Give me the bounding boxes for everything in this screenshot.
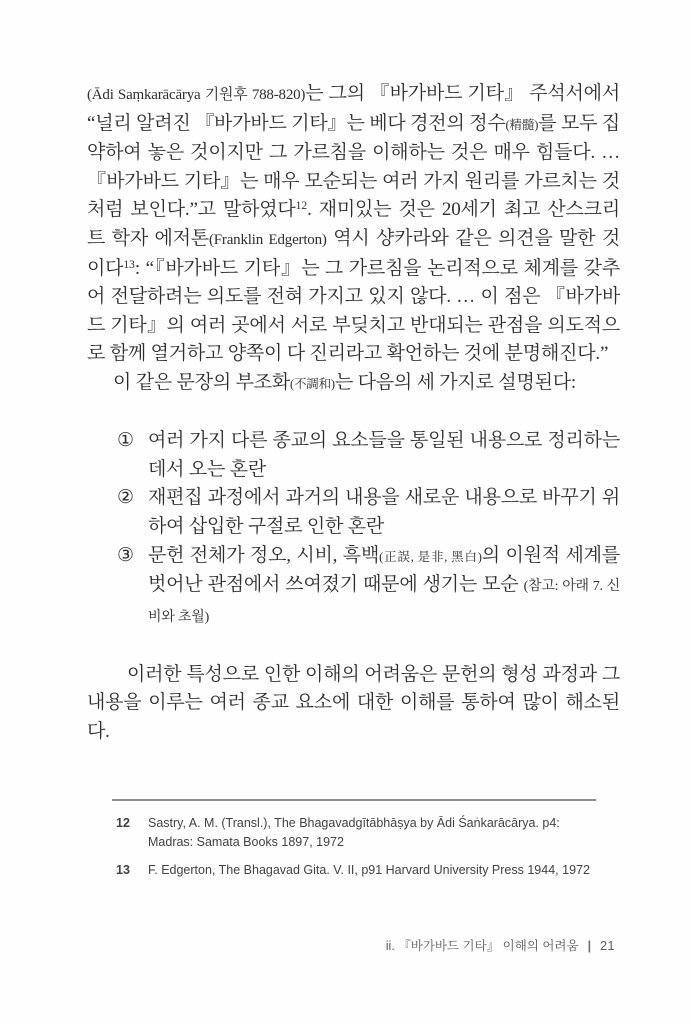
footnote-ref-13: 13 [123, 258, 135, 271]
footnote-divider [112, 799, 596, 801]
text-run: 이 같은 문장의 부조화 [113, 371, 291, 393]
footnote-number: 13 [116, 863, 130, 877]
footnote-text: Sastry, A. M. (Transl.), The Bhagavadgītābhāṣya by Ādi Śaṅkarācārya. p4: Madras: Samata Books 1897, 1972 [148, 816, 560, 849]
paragraph-3: 이러한 특성으로 인한 이해의 어려움은 문헌의 형성 과정과 그 내용을 이루는 여러 종교 요소에 대한 이해를 통하여 많이 해소된다. [87, 663, 620, 743]
text-run: : “『바가바드 기타』는 그 가르침을 논리적으로 체계를 갖추어 전달하려는 의도를 전혀 가지고 있지 않다. … 이 점은 『바가바드 기타』의 여러 곳에서 서로 부딪치고 반대되는 관점을 의도적으로 함께 열거하고 양쪽이 다 진리라고 확언하는 것에 분명해진다.” [87, 257, 620, 365]
hanja-gloss: (不調和) [290, 376, 335, 391]
footer-separator: | [587, 939, 592, 953]
cross-reference-note: (참고: 아래 7. 신비와 초월) [148, 579, 620, 625]
list-item-text: 재편집 과정에서 과거의 내용을 새로운 내용으로 바꾸기 위하여 삽입한 구절로 인한 혼란 [148, 487, 620, 537]
list-item-3 [87, 542, 620, 633]
paragraph-2 [87, 369, 620, 399]
page-body [87, 80, 620, 747]
text-run: 역시 샹카라와 같은 의견을 말한 것이다 [87, 227, 620, 279]
footnote-13 [112, 861, 596, 880]
hanja-gloss: (正誤, 是非, 黑白) [379, 549, 482, 564]
sanskrit-author-note: (Ādi Saṃkarācārya 기원후 788-820) [87, 87, 306, 103]
circled-number-3: ③ [117, 544, 134, 566]
list-item-1 [87, 427, 620, 484]
text-run: 는 다음의 세 가지로 설명된다: [334, 371, 577, 393]
text-run: 를 모두 집약하여 놓은 것이지만 그 가르침을 이해하는 것은 매우 힘들다. … 『바가바드 기타』는 매우 모순되는 여러 가지 원리를 가르치는 것처럼 보인다.”고 말하였다 [87, 112, 621, 221]
footnote-ref-12: 12 [295, 200, 308, 213]
text-run: 는 그의 『바가바드 기타』 주석서에서 “널리 알려진 『바가바드 기타』는 베다 경전의 정수 [87, 83, 620, 134]
hanja-gloss: (精髓) [505, 117, 539, 132]
list-item-text: 여러 가지 다른 종교의 요소들을 통일된 내용으로 정리하는 데서 오는 혼란 [148, 430, 620, 480]
page-number: 21 [600, 939, 615, 953]
list-item-text: 문헌 전체가 정오, 시비, 흑백 [148, 544, 380, 566]
page-footer [386, 936, 615, 954]
text-run: . 재미있는 것은 20세기 최고 산스크리트 학자 에저톤 [87, 199, 620, 249]
running-title: ii. 『바가바드 기타』 이해의 어려움 [385, 939, 579, 953]
edgerton-name-note: (Franklin Edgerton) [208, 231, 327, 248]
footnote-number: 12 [116, 816, 130, 830]
list-item-2 [87, 484, 620, 541]
circled-number-2: ② [117, 487, 134, 509]
footnote-12 [112, 814, 596, 852]
footnote-text: F. Edgerton, The Bhagavad Gita. V. II, p91 Harvard University Press 1944, 1972 [148, 863, 590, 877]
footnote-section [112, 799, 596, 889]
circled-number-1: ① [117, 430, 134, 452]
paragraph-1 [87, 80, 620, 369]
list-item-text: 의 이원적 세계를 벗어난 관점에서 쓰여졌기 때문에 생기는 모순 [148, 544, 620, 596]
numbered-list [87, 427, 620, 632]
